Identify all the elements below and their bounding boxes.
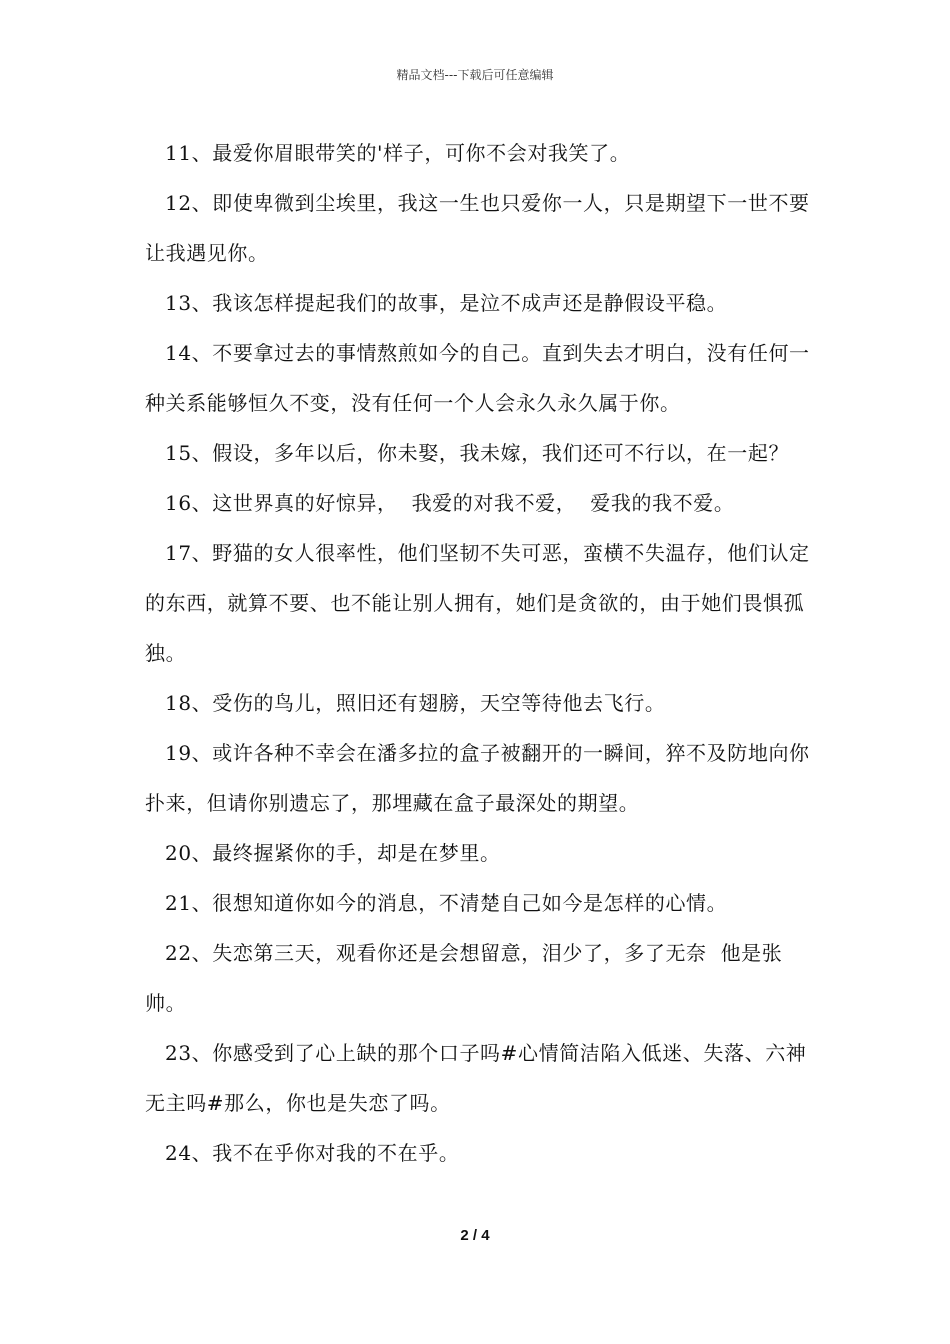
page-header: 精品文档---下载后可任意编辑: [396, 68, 554, 82]
paragraph-20: 20、最终握紧你的手，却是在梦里。: [165, 841, 501, 865]
paragraph-18: 18、受伤的鸟儿，照旧还有翅膀，天空等待他去飞行。: [165, 691, 666, 715]
paragraph-13: 13、我该怎样提起我们的故事，是泣不成声还是静假设平稳。: [165, 291, 728, 315]
paragraph-24: 24、我不在乎你对我的不在乎。: [165, 1141, 460, 1165]
paragraph-12: 12、即使卑微到尘埃里，我这一生也只爱你一人，只是期望下一世不要让我遇见你。: [145, 191, 810, 265]
paragraph-14: 14、不要拿过去的事情熬煎如今的自己。直到失去才明白，没有任何一种关系能够恒久不变，没有任何一个人会永久永久属于你。: [145, 341, 810, 415]
paragraph-19: 19、或许各种不幸会在潘多拉的盒子被翻开的一瞬间，猝不及防地向你扑来，但请你别遗忘了，那埋藏在盒子最深处的期望。: [145, 741, 810, 815]
paragraph-21: 21、很想知道你如今的消息，不清楚自己如今是怎样的心情。: [165, 891, 728, 915]
paragraph-17: 17、野猫的女人很率性，他们坚韧不失可恶，蛮横不失温存，他们认定的东西，就算不要、也不能让别人拥有，她们是贪欲的，由于她们畏惧孤独。: [145, 541, 810, 665]
paragraph-16: 16、这世界真的好惊异， 我爱的对我不爱， 爱我的我不爱。: [165, 491, 735, 515]
paragraph-22: 22、失恋第三天，观看你还是会想留意，泪少了，多了无奈 他是张帅。: [145, 941, 783, 1015]
page-number: 2 / 4: [460, 1227, 490, 1244]
paragraph-15: 15、假设，多年以后，你未娶，我未嫁，我们还可不行以，在一起？: [165, 441, 790, 465]
document-body: [145, 128, 810, 1178]
paragraph-23: 23、你感受到了心上缺的那个口子吗#心情简洁陷入低迷、失落、六神无主吗#那么，你也是失恋了吗。: [145, 1041, 807, 1115]
paragraph-11: 11、最爱你眉眼带笑的'样子，可你不会对我笑了。: [165, 141, 631, 165]
